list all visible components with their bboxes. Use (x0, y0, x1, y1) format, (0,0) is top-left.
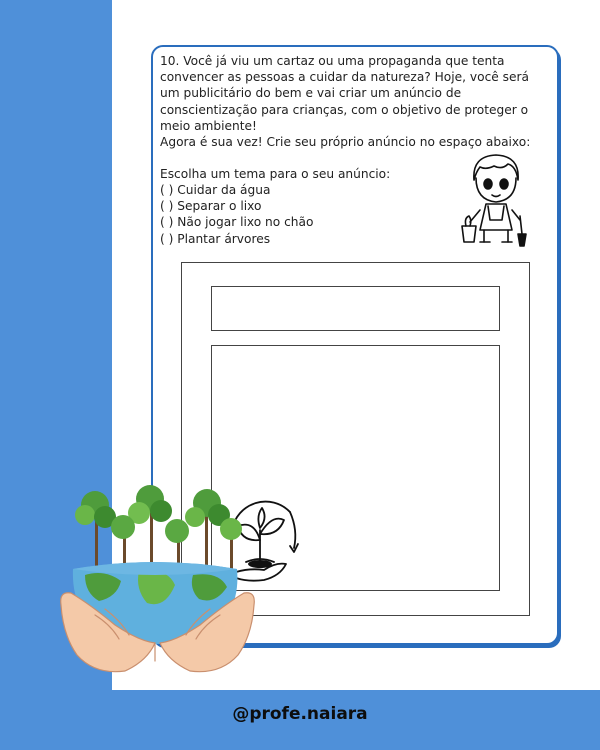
ad-title-box[interactable] (211, 286, 500, 331)
theme-options (160, 182, 313, 247)
option-water[interactable]: ( ) Cuidar da água (160, 183, 271, 197)
gardener-kid-illustration (458, 150, 534, 250)
theme-label: Escolha um tema para o seu anúncio: (160, 167, 391, 181)
question-text: 10. Você já viu um cartaz ou uma propaganda que tenta convencer as pessoas a cuidar da natureza? Hoje, você será um publicitário do bem e vai criar um anúncio de conscientização para crianças, com o objetivo de proteger o meio ambiente! (160, 54, 529, 133)
footer-handle: @profe.naiara (232, 704, 368, 724)
earth-hands-trees-illustration (55, 485, 260, 685)
option-no-littering[interactable]: ( ) Não jogar lixo no chão (160, 215, 314, 230)
option-separate-trash[interactable]: ( ) Separar o lixo (160, 199, 262, 214)
question-prompt: Agora é sua vez! Crie seu próprio anúncio no espaço abaixo: (160, 135, 531, 149)
option-plant-trees[interactable]: ( ) Plantar árvores (160, 231, 271, 246)
